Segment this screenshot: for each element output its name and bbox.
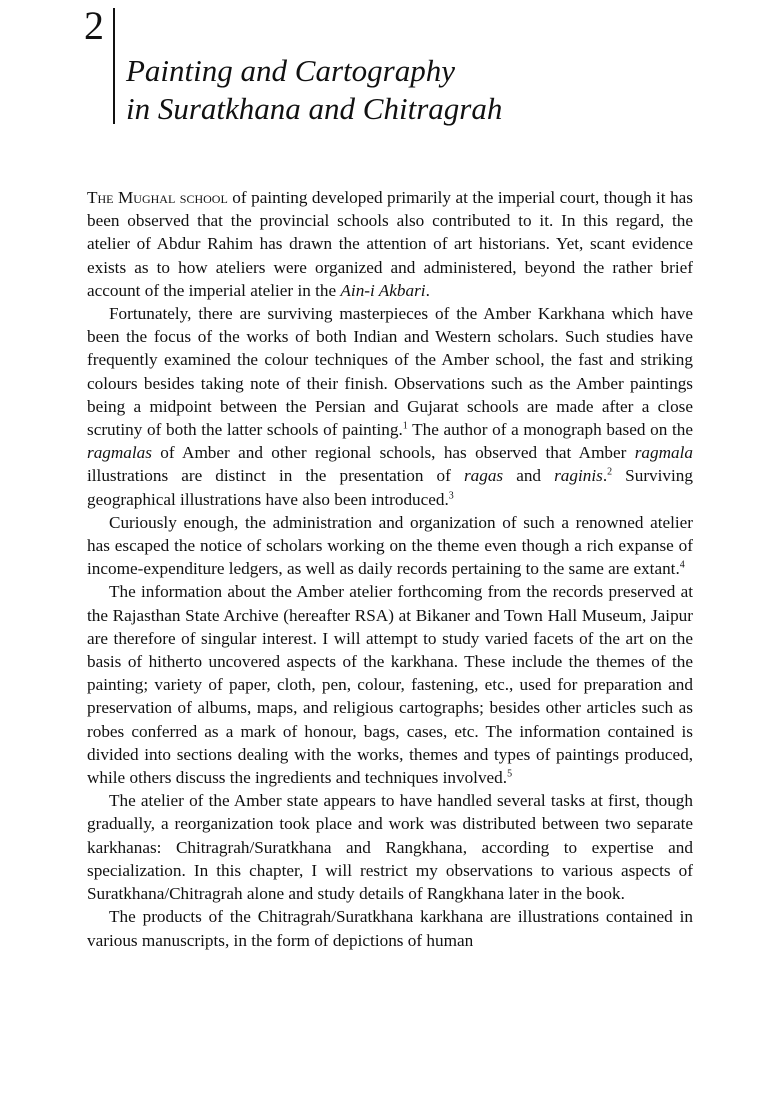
footnote-ref-4[interactable]: 4 (679, 559, 685, 571)
paragraph-2: Fortunately, there are surviving masterpieces of the Amber Karkhana which have been the focus of the works of both Indian and Western scholars. Such studies have frequently examined the colour techniques of the Amber school, the fast and striking colours besides taking note of their finish. Observations such as the Amber paintings being a midpoint between the Persian and Gujarat schools are made after a close scrutiny of both the latter schools of painting.$^1$ The author of a monograph based on the ragmalas of Amber and other regional schools, has observed that Amber ragmala illustrations are distinct in the presentation of ragas and raginis.$^2$ Surviving geographical illustrations have also been introduced.$^3$ (87, 304, 693, 509)
body-text (87, 186, 693, 952)
chapter-title (126, 52, 502, 128)
chapter-number: 2 (84, 3, 104, 48)
paragraph-3: Curiously enough, the administration and organization of such a renowned atelier has escaped the notice of scholars working on the theme even though a rich expanse of income-expenditure ledgers, as well as daily records pertaining to the same are extant.$^4$ (87, 512, 693, 579)
footnote-ref-5[interactable]: 5 (507, 768, 513, 780)
paragraph-1: The Mughal school of painting developed primarily at the imperial court, though it has been observed that the provincial schools also contributed to it. In this regard, the atelier of Abdur Rahim has drawn the attention of art historians. Yet, scant evidence exists as to how ateliers were organized and administered, beyond the rather brief account of the imperial atelier in the Ain-i Akbari. (87, 188, 693, 300)
footnote-ref-2[interactable]: 2 (607, 466, 613, 478)
chapter-rule (113, 8, 115, 124)
footnote-ref-3[interactable]: 3 (448, 489, 454, 501)
paragraph-4: The information about the Amber atelier forthcoming from the records preserved at the Rajasthan State Archive (hereafter RSA) at Bikaner and Town Hall Museum, Jaipur are therefore of singular interest. I will attempt to study varied facets of the art on the basis of hitherto uncovered aspects of the karkhana. These include the themes of the painting; variety of paper, cloth, pen, colour, fastening, etc., used for preparation and preservation of albums, maps, and religious cartographs; besides other articles such as robes conferred as a mark of honour, bags, cases, etc. The information contained is divided into sections dealing with the works, themes and types of paintings produced, while others discuss the ingredients and techniques involved.$^5$ (87, 582, 693, 788)
chapter-title-line-1: Painting and Cartography (126, 53, 455, 88)
footnote-ref-1[interactable]: 1 (402, 420, 408, 432)
lead-in-small-caps: The Mughal school (87, 188, 228, 207)
paragraph-5: The atelier of the Amber state appears to have handled several tasks at first, though gradually, a reorganization took place and work was distributed between two separate karkhanas: Chitragrah/Suratkhana and Rangkhana, according to expertise and specialization. In this chapter, I will restrict my observations to various aspects of Suratkhana/Chitragrah alone and study details of Rangkhana later in the book. (87, 791, 693, 904)
chapter-title-line-2: in Suratkhana and Chitragrah (126, 91, 503, 126)
paragraph-6: The products of the Chitragrah/Suratkhana karkhana are illustrations contained in various manuscripts, in the form of depictions of human (87, 907, 693, 950)
